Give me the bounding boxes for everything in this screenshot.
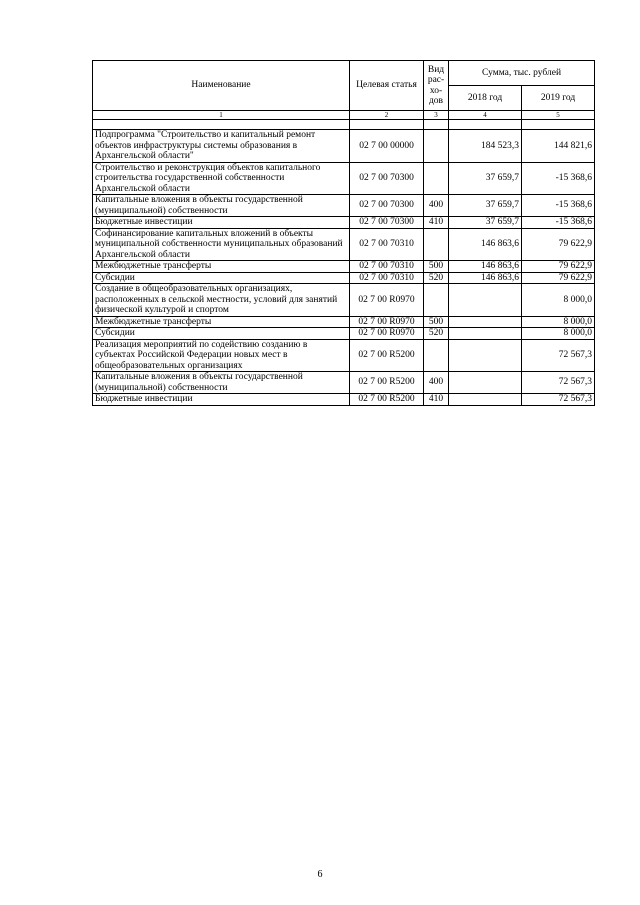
row-name: Капитальные вложения в объекты государственной (муниципальной) собственности — [93, 372, 350, 394]
row-expense-type — [424, 130, 449, 163]
row-value-2019: 72 567,3 — [522, 372, 595, 394]
row-value-2018: 184 523,3 — [449, 130, 522, 163]
header-expense-type: Вид рас- хо- дов — [424, 61, 449, 111]
row-value-2018: 37 659,7 — [449, 195, 522, 217]
row-expense-type — [424, 228, 449, 261]
row-value-2019: 8 000,0 — [522, 328, 595, 340]
table-row — [93, 316, 595, 328]
header-name: Наименование — [93, 61, 350, 111]
row-expense-type: 400 — [424, 372, 449, 394]
row-name: Межбюджетные трансферты — [93, 316, 350, 328]
row-target-article: 02 7 00 70310 — [350, 272, 424, 284]
row-target-article: 02 7 00 R0970 — [350, 316, 424, 328]
row-target-article: 02 7 00 R0970 — [350, 284, 424, 317]
row-expense-type: 500 — [424, 316, 449, 328]
column-number: 1 — [93, 111, 350, 120]
row-expense-type: 410 — [424, 217, 449, 229]
row-target-article: 02 7 00 70300 — [350, 217, 424, 229]
row-target-article: 02 7 00 R5200 — [350, 372, 424, 394]
row-value-2019: -15 368,6 — [522, 217, 595, 229]
table-row — [93, 328, 595, 340]
row-value-2019: 8 000,0 — [522, 316, 595, 328]
table-body — [93, 130, 595, 406]
row-value-2018 — [449, 328, 522, 340]
row-name: Бюджетные инвестиции — [93, 394, 350, 406]
table-row — [93, 261, 595, 273]
row-value-2019: 144 821,6 — [522, 130, 595, 163]
row-expense-type: 410 — [424, 394, 449, 406]
row-name: Создание в общеобразовательных организациях, расположенных в сельской местности, условий для занятий физической культурой и спортом — [93, 284, 350, 317]
row-value-2018: 146 863,6 — [449, 228, 522, 261]
row-target-article: 02 7 00 00000 — [350, 130, 424, 163]
row-target-article: 02 7 00 70310 — [350, 228, 424, 261]
table-row — [93, 339, 595, 372]
row-value-2019: -15 368,6 — [522, 162, 595, 195]
column-number: 2 — [350, 111, 424, 120]
row-value-2019: 79 622,9 — [522, 261, 595, 273]
table-row — [93, 394, 595, 406]
table-row — [93, 272, 595, 284]
row-expense-type: 400 — [424, 195, 449, 217]
row-expense-type — [424, 162, 449, 195]
table-row — [93, 372, 595, 394]
column-number: 5 — [522, 111, 595, 120]
row-value-2018 — [449, 284, 522, 317]
row-name: Софинансирование капитальных вложений в объекты муниципальной собственности муниципальных образований Архангельской области — [93, 228, 350, 261]
header-year-2018: 2018 год — [449, 86, 522, 111]
column-number: 4 — [449, 111, 522, 120]
row-target-article: 02 7 00 70300 — [350, 195, 424, 217]
row-value-2019: 79 622,9 — [522, 228, 595, 261]
row-name: Межбюджетные трансферты — [93, 261, 350, 273]
table-row — [93, 284, 595, 317]
page-number: 6 — [317, 869, 323, 880]
column-number-row — [93, 111, 595, 120]
header-sum: Сумма, тыс. рублей — [449, 61, 595, 86]
row-target-article: 02 7 00 R0970 — [350, 328, 424, 340]
row-expense-type: 520 — [424, 328, 449, 340]
row-value-2019: 79 622,9 — [522, 272, 595, 284]
row-name: Субсидии — [93, 328, 350, 340]
row-value-2019: 72 567,3 — [522, 339, 595, 372]
row-value-2019: 8 000,0 — [522, 284, 595, 317]
header-year-2019: 2019 год — [522, 86, 595, 111]
row-name: Субсидии — [93, 272, 350, 284]
table-row — [93, 162, 595, 195]
row-value-2018 — [449, 339, 522, 372]
row-value-2018: 37 659,7 — [449, 162, 522, 195]
row-value-2019: -15 368,6 — [522, 195, 595, 217]
header-target-article: Целевая статья — [350, 61, 424, 111]
row-expense-type — [424, 339, 449, 372]
row-name: Подпрограмма "Строительство и капитальный ремонт объектов инфраструктуры системы образования в Архангельской области" — [93, 130, 350, 163]
row-target-article: 02 7 00 70300 — [350, 162, 424, 195]
row-name: Бюджетные инвестиции — [93, 217, 350, 229]
column-number: 3 — [424, 111, 449, 120]
row-value-2018 — [449, 316, 522, 328]
row-name: Капитальные вложения в объекты государственной (муниципальной) собственности — [93, 195, 350, 217]
table-row — [93, 130, 595, 163]
row-name: Строительство и реконструкция объектов капитального строительства государственной собственности Архангельской области — [93, 162, 350, 195]
table-row — [93, 195, 595, 217]
row-value-2019: 72 567,3 — [522, 394, 595, 406]
budget-table — [92, 60, 595, 406]
table-row — [93, 217, 595, 229]
row-value-2018 — [449, 394, 522, 406]
row-value-2018: 146 863,6 — [449, 261, 522, 273]
row-target-article: 02 7 00 R5200 — [350, 339, 424, 372]
row-expense-type: 520 — [424, 272, 449, 284]
row-target-article: 02 7 00 70310 — [350, 261, 424, 273]
row-value-2018: 146 863,6 — [449, 272, 522, 284]
row-value-2018: 37 659,7 — [449, 217, 522, 229]
row-value-2018 — [449, 372, 522, 394]
row-name: Реализация мероприятий по содействию созданию в субъектах Российской Федерации новых мест в общеобразовательных организациях — [93, 339, 350, 372]
row-expense-type — [424, 284, 449, 317]
row-expense-type: 500 — [424, 261, 449, 273]
table-row — [93, 228, 595, 261]
spacer-row — [93, 120, 595, 130]
row-target-article: 02 7 00 R5200 — [350, 394, 424, 406]
